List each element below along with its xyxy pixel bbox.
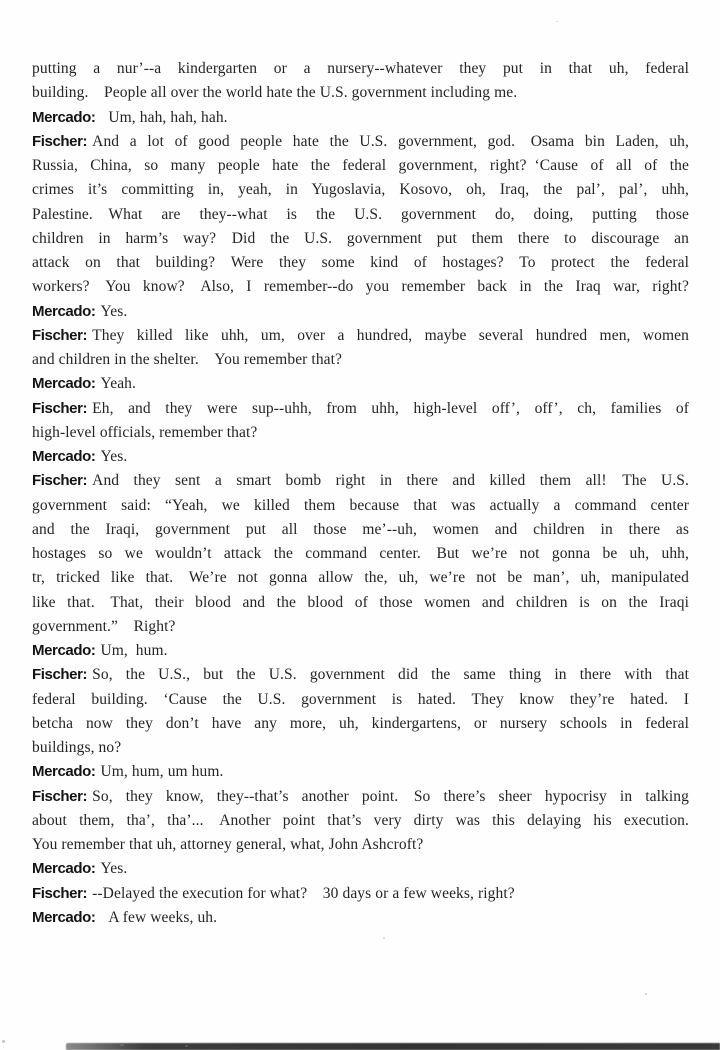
line-text: high-level officials, remember that? bbox=[32, 423, 258, 441]
line-text: workers? You know? Also, I remember--do you remember back in the Iraq war, right? bbox=[32, 278, 689, 296]
transcript-line bbox=[32, 809, 689, 833]
speaker-label: Mercado: bbox=[32, 860, 96, 878]
scan-edge-artifact bbox=[66, 1043, 720, 1050]
transcript-line bbox=[32, 639, 689, 663]
line-text: Um, hum, um hum. bbox=[100, 763, 224, 781]
line-text: government said: “Yeah, we killed them because that was actually a command center bbox=[32, 496, 689, 514]
transcript-line bbox=[32, 300, 689, 324]
line-text: Yes. bbox=[100, 860, 128, 878]
line-text: Yes. bbox=[100, 448, 128, 465]
transcript-line bbox=[32, 518, 689, 542]
line-text: building. People all over the world hate the U.S. government including me. bbox=[32, 84, 518, 102]
line-text: like that. That, their blood and the blood of those women and children is on the Iraqi bbox=[32, 593, 689, 611]
line-text: government.” Right? bbox=[32, 617, 176, 635]
transcript-line bbox=[32, 494, 689, 518]
line-text: about them, tha’, tha’... Another point that’s very dirty was this delaying his execution. bbox=[32, 811, 689, 829]
line-text: Eh, and they were sup--uhh, from uhh, high-level off’, off’, ch, families of bbox=[92, 399, 689, 417]
transcript-line bbox=[32, 542, 689, 566]
line-text: So, the U.S., but the U.S. government did the same thing in there with that bbox=[92, 666, 689, 684]
transcript-line bbox=[32, 712, 689, 736]
transcript-line bbox=[32, 445, 689, 469]
transcript-line bbox=[32, 760, 689, 784]
transcript-line bbox=[32, 348, 689, 372]
line-text: They killed like uhh, um, over a hundred, maybe several hundred men, women bbox=[92, 326, 689, 344]
transcript-line bbox=[32, 785, 689, 809]
scan-speckle bbox=[383, 937, 385, 939]
line-text: Palestine. What are they--what is the U.S. government do, doing, putting those bbox=[32, 205, 689, 223]
transcript-line bbox=[32, 81, 689, 105]
speaker-label: Fischer: bbox=[32, 884, 88, 902]
transcript-line bbox=[32, 882, 689, 906]
transcript-line bbox=[32, 275, 689, 299]
speaker-label: Mercado: bbox=[32, 642, 96, 659]
transcript-line bbox=[32, 469, 689, 493]
transcript-line bbox=[32, 251, 689, 275]
line-text: betcha now they don’t have any more, uh, kindergartens, or nursery schools in federal bbox=[32, 714, 689, 732]
speaker-label: Mercado: bbox=[32, 448, 96, 465]
line-text: Russia, China, so many people hate the federal government, right? ‘Cause of all of the bbox=[32, 157, 689, 174]
speaker-label: Fischer: bbox=[32, 787, 88, 805]
transcript-line bbox=[32, 857, 689, 881]
speaker-label: Mercado: bbox=[32, 108, 96, 126]
line-text: and children in the shelter. You remember that? bbox=[32, 351, 343, 368]
transcript-line bbox=[32, 324, 689, 348]
line-text: --Delayed the execution for what? 30 days or a few weeks, right? bbox=[92, 884, 515, 902]
speaker-label: Mercado: bbox=[32, 763, 96, 781]
transcript-line bbox=[32, 372, 689, 396]
transcript-text-block bbox=[32, 57, 689, 930]
scan-speckle bbox=[645, 993, 647, 995]
speaker-label: Fischer: bbox=[32, 326, 88, 344]
line-text: And they sent a smart bomb right in there and killed them all! The U.S. bbox=[92, 472, 689, 490]
line-text: attack on that building? Were they some kind of hostages? To protect the federal bbox=[32, 254, 689, 271]
transcript-line bbox=[32, 566, 689, 590]
scan-speckle bbox=[2, 1040, 5, 1043]
line-text: Um, hum. bbox=[100, 642, 168, 659]
line-text: Yeah. bbox=[100, 375, 137, 393]
line-text: federal building. ‘Cause the U.S. government is hated. They know they’re hated. I bbox=[32, 690, 689, 708]
line-text: hostages so we wouldn’t attack the command center. But we’re not gonna be uh, uhh, bbox=[32, 545, 689, 562]
transcript-line bbox=[32, 154, 689, 178]
line-text: Um, hah, hah, hah. bbox=[100, 108, 228, 126]
line-text: crimes it’s committing in, yeah, in Yugoslavia, Kosovo, oh, Iraq, the pal’, pal’, uhh, bbox=[32, 181, 689, 199]
speaker-label: Fischer: bbox=[32, 132, 88, 150]
transcript-line bbox=[32, 227, 689, 251]
line-text: Yes. bbox=[100, 302, 128, 320]
scan-speckle bbox=[120, 1044, 124, 1046]
line-text: buildings, no? bbox=[32, 739, 122, 756]
line-text: children in harm’s way? Did the U.S. government put them there to discourage an bbox=[32, 229, 689, 247]
transcript-line bbox=[32, 397, 689, 421]
transcript-line bbox=[32, 57, 689, 81]
speaker-label: Fischer: bbox=[32, 666, 88, 684]
speaker-label: Fischer: bbox=[32, 472, 88, 490]
speaker-label: Mercado: bbox=[32, 375, 96, 393]
speaker-label: Fischer: bbox=[32, 399, 88, 417]
speaker-label: Mercado: bbox=[32, 302, 96, 320]
line-text: A few weeks, uh. bbox=[100, 908, 218, 926]
line-text: You remember that uh, attorney general, what, John Ashcroft? bbox=[32, 836, 424, 853]
scan-speckle bbox=[185, 1045, 188, 1047]
transcript-line bbox=[32, 130, 689, 154]
transcript-line bbox=[32, 663, 689, 687]
transcript-line bbox=[32, 203, 689, 227]
transcript-line bbox=[32, 615, 689, 639]
transcript-line bbox=[32, 736, 689, 760]
speaker-label: Mercado: bbox=[32, 908, 96, 926]
line-text: and the Iraqi, government put all those me’--uh, women and children in there as bbox=[32, 520, 689, 538]
transcript-line bbox=[32, 833, 689, 857]
transcript-line bbox=[32, 591, 689, 615]
line-text: And a lot of good people hate the U.S. government, god. Osama bin Laden, uh, bbox=[92, 132, 689, 150]
line-text: putting a nur’--a kindergarten or a nursery--whatever they put in that uh, federal bbox=[32, 60, 689, 77]
line-text: tr, tricked like that. We’re not gonna allow the, uh, we’re not be man’, uh, manipulated bbox=[32, 569, 689, 587]
transcript-line bbox=[32, 106, 689, 130]
transcript-line bbox=[32, 421, 689, 445]
transcript-line bbox=[32, 688, 689, 712]
transcript-line bbox=[32, 906, 689, 930]
scan-speckle bbox=[556, 21, 558, 22]
transcript-line bbox=[32, 178, 689, 202]
line-text: So, they know, they--that’s another point. So there’s sheer hypocrisy in talking bbox=[92, 787, 689, 805]
